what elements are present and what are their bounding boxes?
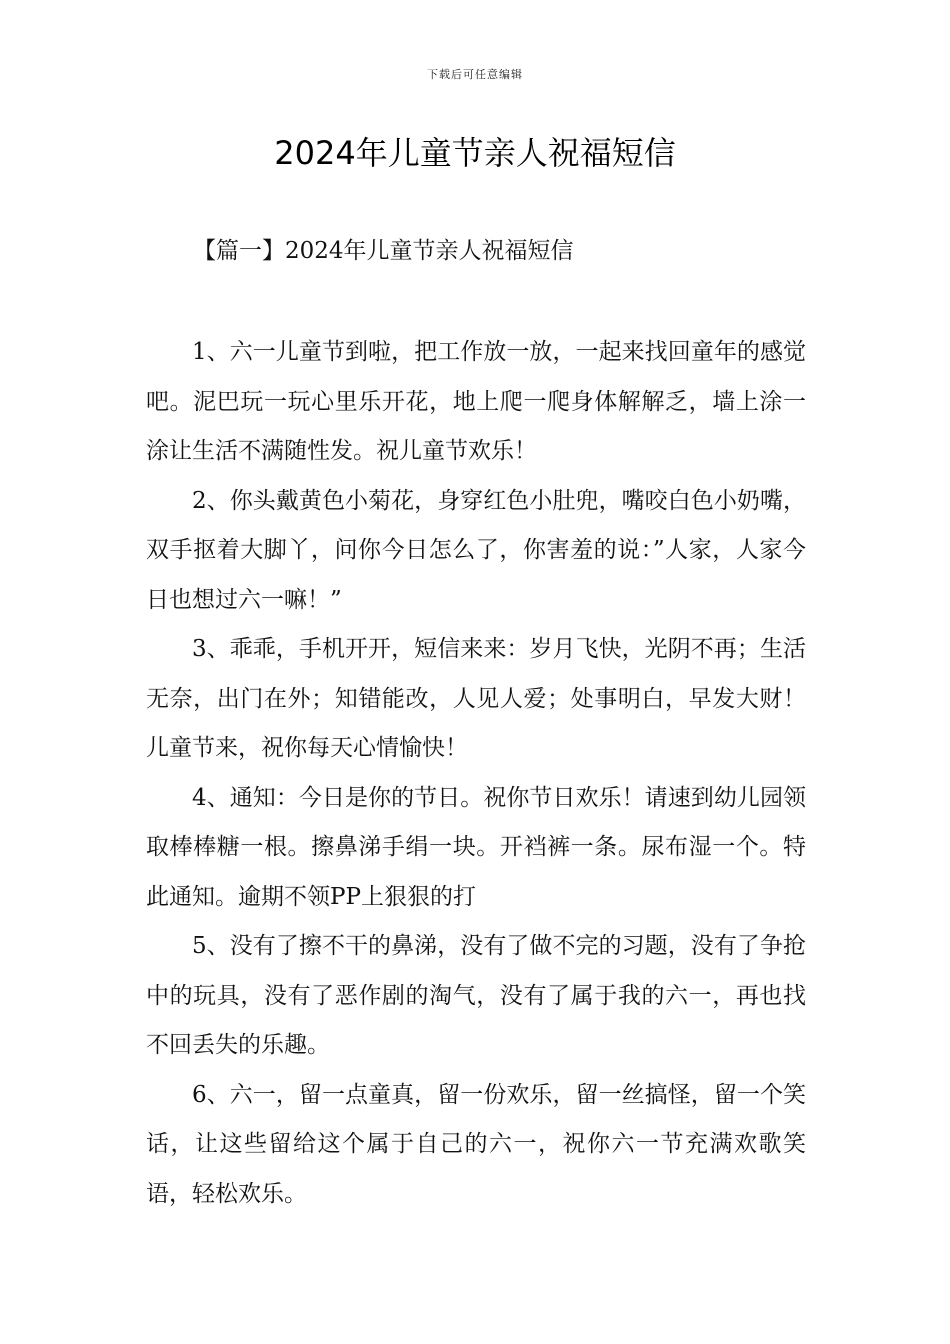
- paragraph-3: 3、乖乖，手机开开，短信来来：岁月飞快，光阴不再；生活无奈，出门在外；知错能改，人见人爱；处事明白，早发大财！儿童节来，祝你每天心情愉快！: [146, 636, 806, 761]
- paragraph-6: 6、六一，留一点童真，留一份欢乐，留一丝搞怪，留一个笑话，让这些留给这个属于自己的六一，祝你六一节充满欢歌笑语，轻松欢乐。: [146, 1081, 806, 1207]
- paragraph-5: 5、没有了擦不干的鼻涕，没有了做不完的习题，没有了争抢中的玩具，没有了恶作剧的淘气，没有了属于我的六一，再也找不回丢失的乐趣。: [146, 933, 806, 1058]
- section-heading: 【篇一】2024年儿童节亲人祝福短信: [193, 238, 574, 264]
- paragraph-4: 4、通知：今日是你的节日。祝你节日欢乐！请速到幼儿园领取棒棒糖一根。擦鼻涕手绢一块。开裆裤一条。尿布湿一个。特此通知。逾期不领PP上狠狠的打: [146, 784, 806, 910]
- header-note: 下载后可任意编辑: [427, 68, 523, 81]
- body-text: [146, 328, 806, 1219]
- document-title: 2024年儿童节亲人祝福短信: [274, 134, 676, 172]
- paragraph-2: 2、你头戴黄色小菊花，身穿红色小肚兜，嘴咬白色小奶嘴，双手抠着大脚丫，问你今日怎么了，你害羞的说：”人家，人家今日也想过六一嘛！”: [146, 487, 806, 613]
- paragraph-1: 1、六一儿童节到啦，把工作放一放，一起来找回童年的感觉吧。泥巴玩一玩心里乐开花，地上爬一爬身体解解乏，墙上涂一涂让生活不满随性发。祝儿童节欢乐！: [146, 339, 806, 464]
